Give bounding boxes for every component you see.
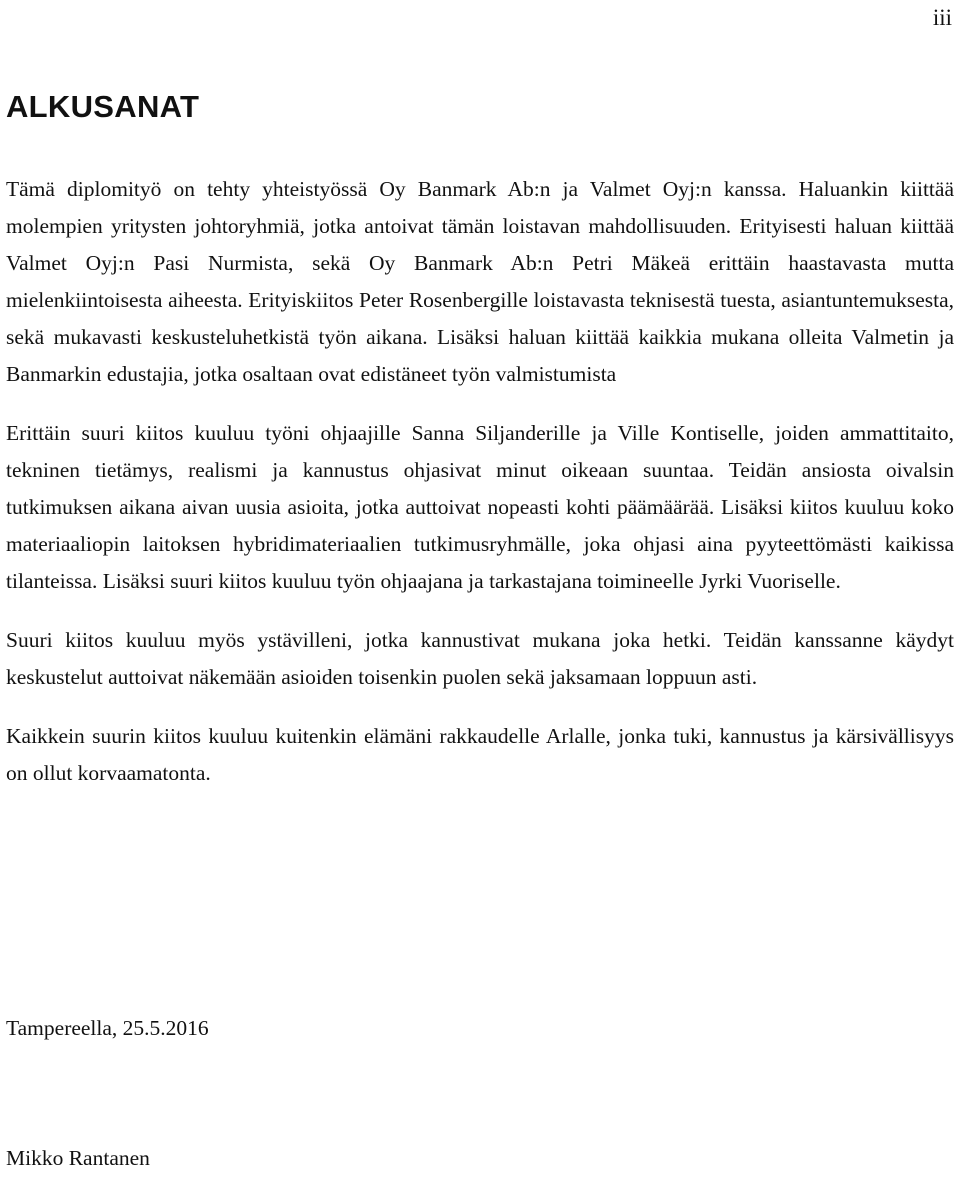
body-text [6, 171, 954, 814]
paragraph-acknowledgements-supervisors: Erittäin suuri kiitos kuuluu työni ohjaajille Sanna Siljanderille ja Ville Kontiselle, joiden ammattitaito, tekninen tietämys, realismi ja kannustus ohjasivat minut oikeaan suuntaa. Teidän ansiosta oivalsin tutkimuksen aikana aivan uusia asioita, jotka auttoivat nopeasti kohti päämäärää. Lisäksi kiitos kuuluu koko materiaaliopin laitoksen hybridimateriaalien tutkimusryhmälle, joka ohjasi aina pyyteettömästi kaikissa tilanteissa. Lisäksi suuri kiitos kuuluu työn ohjaajana ja tarkastajana toimineelle Jyrki Vuoriselle. [6, 421, 954, 593]
author-signature: Mikko Rantanen [6, 1146, 150, 1170]
paragraph-acknowledgements-partner: Kaikkein suurin kiitos kuuluu kuitenkin elämäni rakkaudelle Arlalle, jonka tuki, kannustus ja kärsivällisyys on ollut korvaamatonta. [6, 724, 954, 785]
place-date: Tampereella, 25.5.2016 [6, 1016, 209, 1040]
paragraph-acknowledgements-companies: Tämä diplomityö on tehty yhteistyössä Oy Banmark Ab:n ja Valmet Oyj:n kanssa. Haluankin kiittää molempien yritysten johtoryhmiä, jotka antoivat tämän loistavan mahdollisuuden. Erityisesti haluan kiittää Valmet Oyj:n Pasi Nurmista, sekä Oy Banmark Ab:n Petri Mäkeä erittäin haastavasta mutta mielenkiintoisesta aiheesta. Erityiskiitos Peter Rosenbergille loistavasta teknisestä tuesta, asiantuntemuksesta, sekä mukavasti keskusteluhetkistä työn aikana. Lisäksi haluan kiittää kaikkia mukana olleita Valmetin ja Banmarkin edustajia, jotka osaltaan ovat edistäneet työn valmistumista [6, 177, 954, 386]
paragraph-acknowledgements-friends: Suuri kiitos kuuluu myös ystävilleni, jotka kannustivat mukana joka hetki. Teidän kanssanne käydyt keskustelut auttoivat näkemään asioiden toisenkin puolen sekä jaksamaan loppuun asti. [6, 628, 954, 689]
page-title: ALKUSANAT [6, 89, 200, 124]
page-number: iii [932, 5, 952, 30]
